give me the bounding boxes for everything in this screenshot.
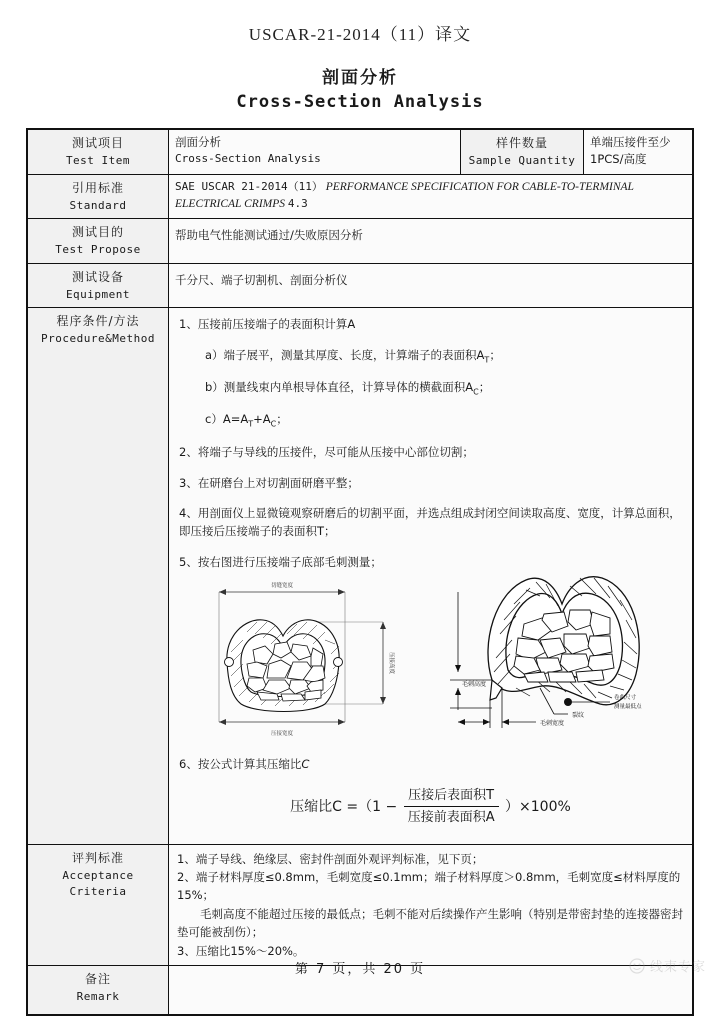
table-row-test-item <box>27 129 693 174</box>
figure-label-burr-width: 毛刺宽度 <box>540 719 565 727</box>
label-cn: 备注 <box>84 971 111 986</box>
step-1a-text: a）端子展平，测量其厚度、长度，计算端子的表面积A <box>205 347 485 362</box>
watermark <box>629 956 706 975</box>
formula-tail: ）×100% <box>505 798 571 815</box>
table-row-standard <box>27 174 693 219</box>
procedure-step-1c <box>205 411 682 430</box>
standard-clause: 4.3 <box>287 196 308 210</box>
table-row-test-propose <box>27 219 693 264</box>
label-cn: 评判标准 <box>71 850 124 865</box>
procedure-step-1: 1、压接前压接端子的表面积计算A <box>179 317 356 331</box>
row-label-test-propose <box>27 219 169 264</box>
test-propose-value: 帮助电气性能测试通过/失败原因分析 <box>175 228 363 242</box>
figure-label-cut-width: 切缝宽度 <box>270 582 294 589</box>
acceptance-line-3: 毛刺高度不能超过压接的最低点；毛刺不能对后续操作产生影响（特别是带密封垫的连接器密封垫可能被刮伤）； <box>177 906 683 940</box>
row-label-acceptance <box>27 844 169 965</box>
procedure-step-4: 4、用剖面仪上显微镜观察研磨后的切割平面，并选点组成封闭空间读取高度、宽度，计算总面积，即压接后压接端子的表面积T； <box>179 506 681 539</box>
figure-area <box>179 574 682 750</box>
procedure-step-3: 3、在研磨台上对切割面研磨平整； <box>179 475 359 490</box>
row-label-sample-quantity <box>461 129 584 174</box>
table-row-equipment <box>27 263 693 308</box>
crimp-cross-section-dimensions-figure <box>197 574 447 750</box>
standard-spec-title: PERFORMANCE SPECIFICATION FOR CABLE-TO-TERMINAL ELECTRICAL CRIMPS <box>175 180 634 210</box>
step-1a-tail: ； <box>489 347 501 362</box>
formula-equals: =（1 − <box>346 798 398 815</box>
label-cn: 程序条件/方法 <box>56 314 140 328</box>
row-label-equipment <box>27 263 169 308</box>
formula-denominator: 压接前表面积A <box>407 810 495 826</box>
figure-label-lowest-point-2: 测量最低点 <box>614 703 642 710</box>
watermark-logo-icon <box>629 958 645 974</box>
label-en: Acceptance Criteria <box>62 868 134 899</box>
row-label-procedure <box>27 308 169 845</box>
subscript-c: C <box>270 419 277 429</box>
label-cn: 测试目的 <box>71 225 124 239</box>
acceptance-line-4: 3、压缩比15%～20%。 <box>177 943 305 958</box>
label-en: Remark <box>76 989 120 1003</box>
procedure-step-5: 5、按右图进行压接端子底部毛刺测量； <box>179 554 382 569</box>
procedure-step-1b <box>205 379 682 398</box>
row-label-test-item <box>27 129 169 174</box>
compression-ratio-formula <box>179 786 682 828</box>
acceptance-line-2: 2、端子材料厚度≤0.8mm，毛刺宽度≤0.1mm；端子材料厚度＞0.8mm，毛刺宽度≤材料厚度的15%； <box>177 869 681 903</box>
label-en: Procedure&Method <box>41 332 155 345</box>
table-row-procedure <box>27 308 693 845</box>
subscript-t: T <box>484 355 490 365</box>
figure-label-crack: 裂纹 <box>572 711 585 719</box>
subscript-c: C <box>473 387 479 397</box>
cell-sample-quantity-value: 单端压接件至少1PCS/高度 <box>584 129 694 174</box>
cell-acceptance-content <box>169 844 694 965</box>
figure-label-burr-height: 毛刺高度 <box>462 680 487 688</box>
test-item-value-en: Cross-Section Analysis <box>175 152 321 166</box>
cross-section-analysis-table <box>26 128 694 1016</box>
figure-label-lowest-point: 卷曲尺寸 <box>614 694 637 701</box>
procedure-step-6 <box>179 756 682 774</box>
cell-standard-value <box>169 174 694 219</box>
label-en: Equipment <box>65 287 131 301</box>
sample-quantity-label-cn: 样件数量 <box>495 136 548 150</box>
table-row-acceptance-criteria <box>27 844 693 965</box>
equipment-value: 千分尺、端子切割机、剖面分析仪 <box>175 272 348 287</box>
acceptance-line-1: 1、端子导线、绝缘层、密封件剖面外观评判标准，见下页； <box>177 851 484 866</box>
label-en: Test Item <box>65 154 131 167</box>
standard-prefix: SAE USCAR 21-2014（11） <box>175 179 323 193</box>
document-reference: USCAR-21-2014（11）译文 <box>248 25 472 44</box>
step-6-text: 6、按公式计算其压缩比 <box>179 756 302 771</box>
burr-measurement-figure <box>440 562 680 738</box>
formula-fraction <box>404 786 499 828</box>
page-title-cn: 剖面分析 <box>322 68 398 88</box>
step-1b-tail: ； <box>478 380 491 395</box>
label-cn: 测试项目 <box>71 136 124 150</box>
lowest-point-marker <box>564 698 572 706</box>
test-item-value-cn: 剖面分析 <box>175 135 221 149</box>
formula-lhs: 压缩比C <box>290 798 342 815</box>
cell-equipment-value <box>169 263 694 308</box>
procedure-step-2: 2、将端子与导线的压接件，尽可能从压接中心部位切割； <box>179 444 474 459</box>
page-footer: 第 7 页，共 20 页 <box>294 962 426 977</box>
subscript-t: T <box>248 419 254 429</box>
figure-label-crimp-height: 压接高度 <box>388 651 394 674</box>
formula-numerator: 压接后表面积T <box>404 786 499 808</box>
cell-test-item-value <box>169 129 461 174</box>
procedure-step-1a <box>205 347 682 366</box>
row-label-standard <box>27 174 169 219</box>
step-1c-tail: ； <box>276 412 288 427</box>
label-cn: 引用标准 <box>71 180 124 195</box>
cell-test-propose-value <box>169 219 694 264</box>
step-1b-text: b）测量线束内单根导体直径，计算导体的横截面积A <box>205 380 474 395</box>
label-en: Test Propose <box>55 243 141 256</box>
watermark-text: 线束专家 <box>649 960 706 975</box>
page-title-en: Cross-Section Analysis <box>236 92 484 112</box>
label-cn: 测试设备 <box>71 269 124 284</box>
sample-quantity-label-en: Sample Quantity <box>468 154 576 167</box>
step-6-variable: C <box>301 756 310 771</box>
step-1c-text: c）A=A <box>205 412 249 427</box>
cell-procedure-content <box>169 308 694 845</box>
figure-label-crimp-width: 压接宽度 <box>270 730 294 737</box>
label-en: Standard <box>69 198 127 212</box>
step-1c-mid: +A <box>253 412 271 427</box>
